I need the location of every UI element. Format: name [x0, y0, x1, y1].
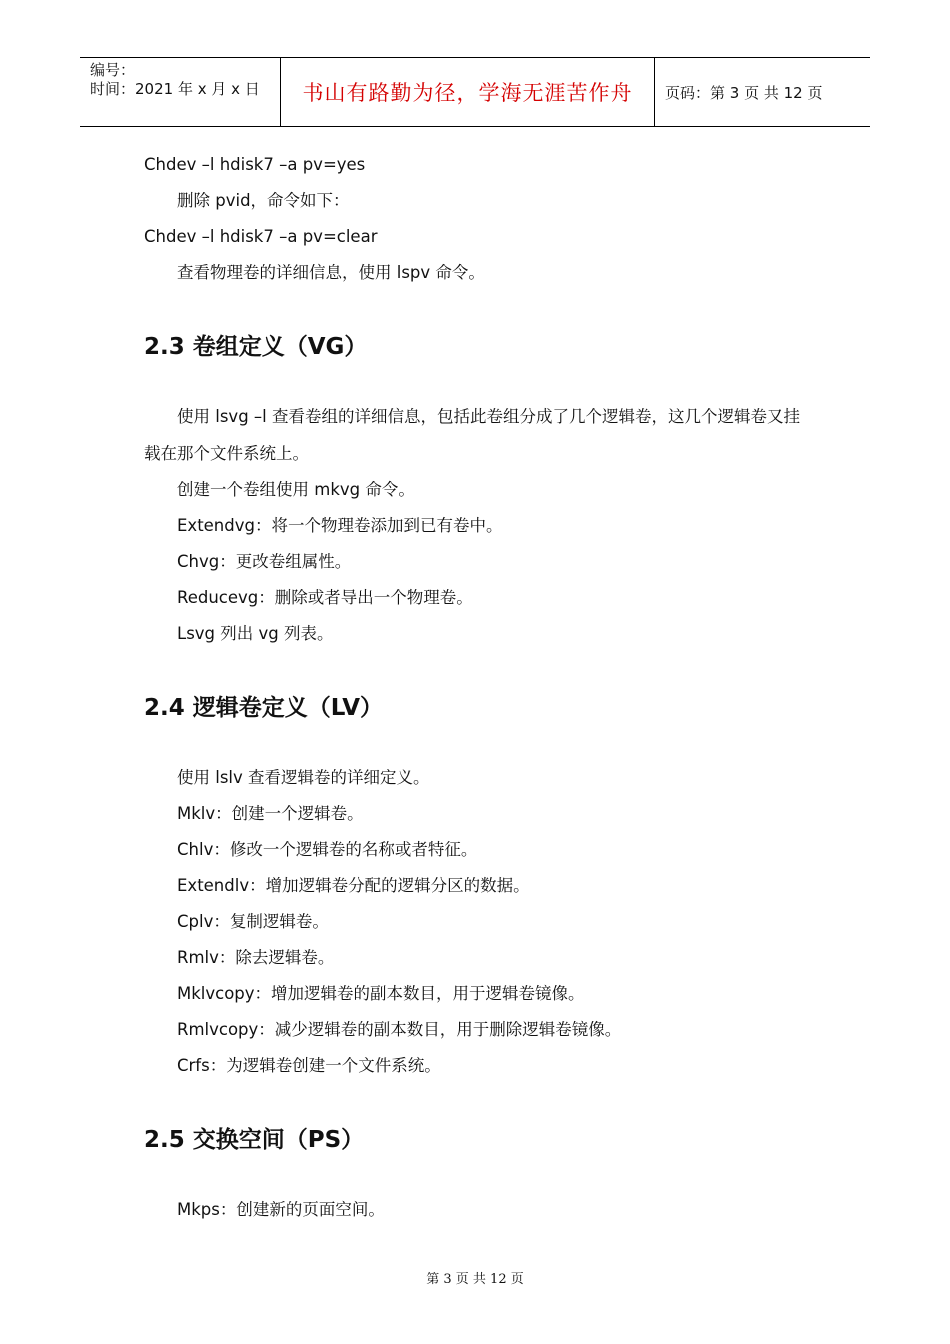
command-line: Chdev –l hdisk7 –a pv=clear — [144, 227, 378, 246]
list-item: Rmlvcopy：减少逻辑卷的副本数目，用于删除逻辑卷镜像。 — [177, 1020, 622, 1039]
list-item: Lsvg 列出 vg 列表。 — [177, 624, 334, 643]
document-time-label: 时间：2021 年 x 月 x 日 — [90, 80, 260, 98]
header-meta-cell — [80, 58, 281, 126]
list-item: Reducevg：删除或者导出一个物理卷。 — [177, 588, 473, 607]
document-number-label: 编号： — [90, 61, 136, 79]
header-page-cell — [655, 58, 870, 126]
section-heading-vg: 2.3 卷组定义（VG） — [144, 334, 368, 360]
body-paragraph: 使用 lslv 查看逻辑卷的详细定义。 — [177, 768, 430, 787]
list-item: Extendvg：将一个物理卷添加到已有卷中。 — [177, 516, 503, 535]
body-paragraph: 删除 pvid，命令如下： — [177, 191, 350, 210]
section-heading-lv: 2.4 逻辑卷定义（LV） — [144, 695, 384, 721]
header-page-info: 页码：第 3 页 共 12 页 — [665, 83, 823, 102]
list-item: Chvg：更改卷组属性。 — [177, 552, 352, 571]
list-item: Crfs：为逻辑卷创建一个文件系统。 — [177, 1056, 441, 1075]
header-motto: 书山有路勤为径，学海无涯苦作舟 — [302, 81, 633, 105]
body-paragraph: 创建一个卷组使用 mkvg 命令。 — [177, 480, 415, 499]
body-paragraph: 查看物理卷的详细信息，使用 lspv 命令。 — [177, 263, 485, 282]
page-footer: 第 3 页 共 12 页 — [426, 1272, 524, 1287]
list-item: Cplv：复制逻辑卷。 — [177, 912, 329, 931]
section-heading-ps: 2.5 交换空间（PS） — [144, 1127, 365, 1153]
list-item: Rmlv：除去逻辑卷。 — [177, 948, 335, 967]
list-item: Mkps：创建新的页面空间。 — [177, 1200, 385, 1219]
body-paragraph: 载在那个文件系统上。 — [144, 444, 309, 463]
command-line: Chdev –l hdisk7 –a pv=yes — [144, 155, 366, 174]
body-paragraph: 使用 lsvg –l 查看卷组的详细信息，包括此卷组分成了几个逻辑卷，这几个逻辑卷又挂 — [177, 407, 800, 426]
header-motto-cell — [281, 58, 655, 126]
list-item: Chlv：修改一个逻辑卷的名称或者特征。 — [177, 840, 478, 859]
list-item: Mklv：创建一个逻辑卷。 — [177, 804, 364, 823]
list-item: Extendlv：增加逻辑卷分配的逻辑分区的数据。 — [177, 876, 530, 895]
list-item: Mklvcopy：增加逻辑卷的副本数目，用于逻辑卷镜像。 — [177, 984, 585, 1003]
document-header — [80, 57, 870, 127]
